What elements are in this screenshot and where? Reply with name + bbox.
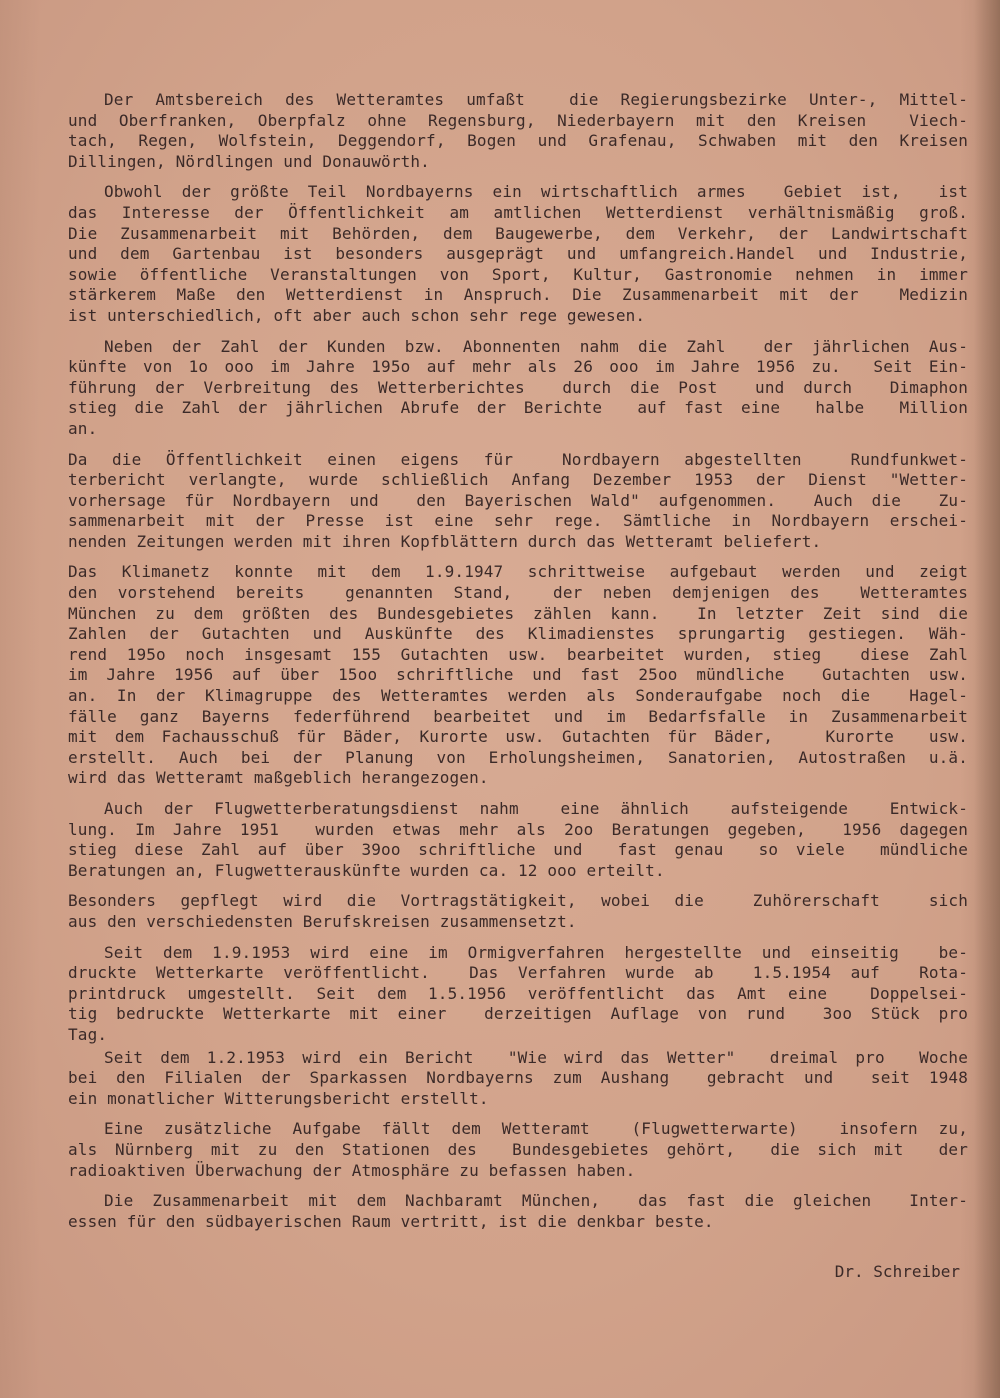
text-line: Seit dem 1.2.1953 wird ein Bericht "Wie wird das Wetter" dreimal pro Woche [104, 1047, 968, 1067]
text-line: künfte von 1o ooo im Jahre 195o auf mehr als 26 ooo im Jahre 1956 zu. Seit Ein- [68, 357, 968, 377]
text-line: Das Klimanetz konnte mit dem 1.9.1947 schrittweise aufgebaut werden und zeigt [68, 562, 968, 582]
text-line: Seit dem 1.9.1953 wird eine im Ormigverfahren hergestellte und einseitig be- [104, 942, 968, 962]
text-line: im Jahre 1956 auf über 15oo schriftliche und fast 25oo mündliche Gutachten usw. [68, 665, 968, 685]
text-line: rend 195o noch insgesamt 155 Gutachten usw. bearbeitet wurden, stieg diese Zahl [68, 644, 968, 664]
text-line: an. [68, 418, 98, 438]
text-line: und dem Gartenbau ist besonders ausgeprägt und umfangreich.Handel und Industrie, [68, 244, 968, 264]
paragraph-amtsbereich [68, 90, 968, 172]
text-line: an. In der Klimagruppe des Wetteramtes werden als Sonderaufgabe noch die Hagel- [68, 686, 968, 706]
paragraph-wetterkarte [68, 943, 968, 1046]
text-line: fälle ganz Bayerns federführend bearbeitet und im Bedarfsfalle in Zusammenarbeit [68, 706, 968, 726]
text-line: Tag. [68, 1024, 108, 1044]
text-line: printdruck umgestellt. Seit dem 1.5.1956 veröffentlicht das Amt eine Doppelsei- [68, 983, 968, 1003]
text-line: nenden Zeitungen werden mit ihren Kopfblättern durch das Wetteramt beliefert. [68, 531, 822, 551]
text-line: Eine zusätzliche Aufgabe fällt dem Wetteramt (Flugwetterwarte) insofern zu, [104, 1119, 968, 1139]
text-line: ist unterschiedlich, oft aber auch schon sehr rege gewesen. [68, 305, 646, 325]
text-line: aus den verschiedensten Berufskreisen zusammensetzt. [68, 911, 577, 931]
text-line: terbericht verlangte, wurde schließlich Anfang Dezember 1953 der Dienst "Wetter- [68, 470, 968, 490]
text-line: stärkerem Maße den Wetterdienst in Anspruch. Die Zusammenarbeit mit der Medizin [68, 285, 968, 305]
text-line: tach, Regen, Wolfstein, Deggendorf, Bogen und Grafenau, Schwaben mit den Kreisen [68, 131, 968, 151]
text-line: lung. Im Jahre 1951 wurden etwas mehr als 2oo Beratungen gegeben, 1956 dagegen [68, 819, 968, 839]
text-line: München zu dem größten des Bundesgebietes zählen kann. In letzter Zeit sind die [68, 603, 968, 623]
text-line: sammenarbeit mit der Presse ist eine sehr rege. Sämtliche in Nordbayern erschei- [68, 511, 968, 531]
text-line: stieg diese Zahl auf über 39oo schriftliche und fast genau so viele mündliche [68, 840, 968, 860]
paragraph-interesse [68, 182, 968, 326]
text-line: Neben der Zahl der Kunden bzw. Abonnenten nahm die Zahl der jährlichen Aus- [104, 336, 968, 356]
paragraph-klimanetz [68, 562, 968, 789]
text-line: mit dem Fachausschuß für Bäder, Kurorte usw. Gutachten für Bäder, Kurorte usw. [68, 727, 968, 747]
text-line: das Interesse der Öffentlichkeit am amtlichen Wetterdienst verhältnismäßig groß. [68, 202, 968, 222]
text-line: Obwohl der größte Teil Nordbayerns ein wirtschaftlich armes Gebiet ist, ist [104, 182, 968, 202]
paragraph-sparkassen [68, 1048, 968, 1110]
text-line: führung der Verbreitung des Wetterberichtes durch die Post und durch Dimaphon [68, 377, 968, 397]
text-line: Die Zusammenarbeit mit dem Nachbaramt München, das fast die gleichen Inter- [104, 1191, 968, 1211]
text-line: Auch der Flugwetterberatungsdienst nahm eine ähnlich aufsteigende Entwick- [104, 799, 968, 818]
body-text [68, 90, 968, 1242]
paragraph-radioaktiv [68, 1119, 968, 1181]
paragraph-rundfunk [68, 450, 968, 553]
paragraph-kunden [68, 337, 968, 440]
text-line: Zahlen der Gutachten und Auskünfte des Klimadienstes sprungartig gestiegen. Wäh- [68, 624, 968, 644]
page-edge-shadow [974, 0, 1000, 1398]
text-line: stieg die Zahl der jährlichen Abrufe der Berichte auf fast eine halbe Million [68, 398, 968, 418]
text-line: Dillingen, Nördlingen und Donauwörth. [68, 151, 430, 171]
paragraph-vortrag [68, 891, 968, 932]
text-line: ein monatlicher Witterungsbericht erstellt. [68, 1088, 489, 1108]
paragraph-muenchen [68, 1191, 968, 1232]
text-line: den vorstehend bereits genannten Stand, der neben demjenigen des Wetteramtes [68, 583, 968, 603]
text-line: druckte Wetterkarte veröffentlicht. Das Verfahren wurde ab 1.5.1954 auf Rota- [68, 963, 968, 983]
text-line: Die Zusammenarbeit mit Behörden, dem Baugewerbe, dem Verkehr, der Landwirtschaft [68, 223, 968, 243]
text-line: erstellt. Auch bei der Planung von Erholungsheimen, Sanatorien, Autostraßen u.ä. [68, 747, 968, 767]
text-line: als Nürnberg mit zu den Stationen des Bundesgebietes gehört, die sich mit der [68, 1139, 968, 1159]
text-line: Da die Öffentlichkeit einen eigens für Nordbayern abgestellten Rundfunkwet- [68, 449, 968, 469]
text-line: wird das Wetteramt maßgeblich herangezogen. [68, 768, 489, 788]
text-line: Der Amtsbereich des Wetteramtes umfaßt die Regierungsbezirke Unter-, Mittel- [104, 90, 968, 109]
text-line: sowie öffentliche Veranstaltungen von Sport, Kultur, Gastronomie nehmen in immer [68, 264, 968, 284]
text-line: und Oberfranken, Oberpfalz ohne Regensburg, Niederbayern mit den Kreisen Viech- [68, 110, 968, 130]
text-line: tig bedruckte Wetterkarte mit einer derzeitigen Auflage von rund 3oo Stück pro [68, 1004, 968, 1024]
text-line: bei den Filialen der Sparkassen Nordbayerns zum Aushang gebracht und seit 1948 [68, 1068, 968, 1088]
text-line: Besonders gepflegt wird die Vortragstätigkeit, wobei die Zuhörerschaft sich [68, 891, 968, 911]
text-line: vorhersage für Nordbayern und den Bayerischen Wald" aufgenommen. Auch die Zu- [68, 490, 968, 510]
text-line: essen für den südbayerischen Raum vertritt, ist die denkbar beste. [68, 1211, 714, 1231]
paragraph-flugwetter [68, 799, 968, 881]
text-line: radioaktiven Überwachung der Atmosphäre zu befassen haben. [68, 1160, 636, 1180]
text-line: Beratungen an, Flugwetterauskünfte wurden ca. 12 ooo erteilt. [68, 860, 665, 880]
signature: Dr. Schreiber [834, 1262, 960, 1281]
